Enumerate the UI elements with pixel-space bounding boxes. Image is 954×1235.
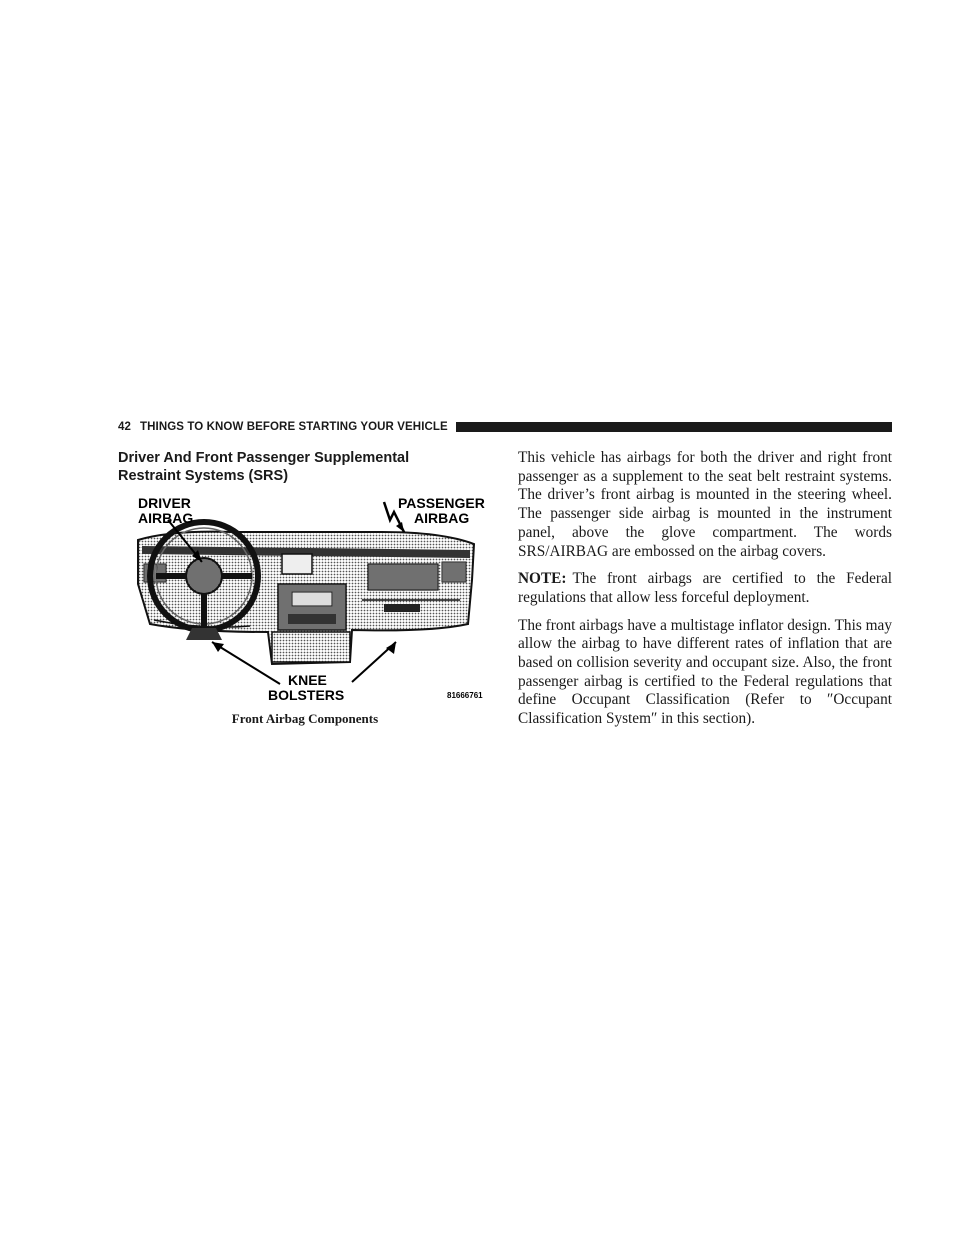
label-passenger-line-2: AIRBAG bbox=[414, 510, 470, 526]
body-text bbox=[518, 449, 892, 738]
label-driver-line-2: AIRBAG bbox=[138, 510, 194, 526]
section-title bbox=[118, 449, 488, 485]
airbag-illustration bbox=[132, 492, 492, 707]
note-paragraph bbox=[518, 570, 892, 607]
page-header bbox=[118, 419, 892, 435]
note-label: NOTE: bbox=[518, 570, 567, 588]
figure-caption: Front Airbag Components bbox=[231, 711, 379, 726]
section-title-line-1: Driver And Front Passenger Supplemental bbox=[118, 450, 410, 466]
label-knee-line-1: KNEE bbox=[288, 672, 327, 688]
section-title-line-2: Restraint Systems (SRS) bbox=[118, 468, 289, 484]
note-text: The front airbags are certified to the Federal regulations that allow less forceful deployment. bbox=[518, 570, 892, 606]
paragraph-3: The front airbags have a multistage inflator design. This may allow the airbag to have different rates of inflation that are based on collision severity and occupant size. Also, the front passenger airbag is certified to the Federal regulations that define Occupant Classification (Refer to ″Occupant Classification System″ in this section). bbox=[518, 616, 892, 728]
header-rule bbox=[456, 422, 892, 432]
header-title: THINGS TO KNOW BEFORE STARTING YOUR VEHICLE bbox=[140, 421, 448, 433]
dashboard-drawing bbox=[132, 492, 492, 707]
label-passenger-line-1: PASSENGER bbox=[398, 495, 485, 511]
page-number: 42 bbox=[118, 421, 131, 433]
label-driver-line-1: DRIVER bbox=[138, 495, 191, 511]
figure-code: 81666761 bbox=[447, 691, 483, 700]
label-knee-line-2: BOLSTERS bbox=[268, 687, 345, 703]
paragraph-1: This vehicle has airbags for both the driver and right front passenger as a supplement to the seat belt restraint systems. The driver’s front airbag is mounted in the steering wheel. The passenger side airbag is mounted in the instrument panel, above the glove compartment. The words SRS/AIRBAG are embossed on the airbag covers. bbox=[518, 449, 892, 560]
